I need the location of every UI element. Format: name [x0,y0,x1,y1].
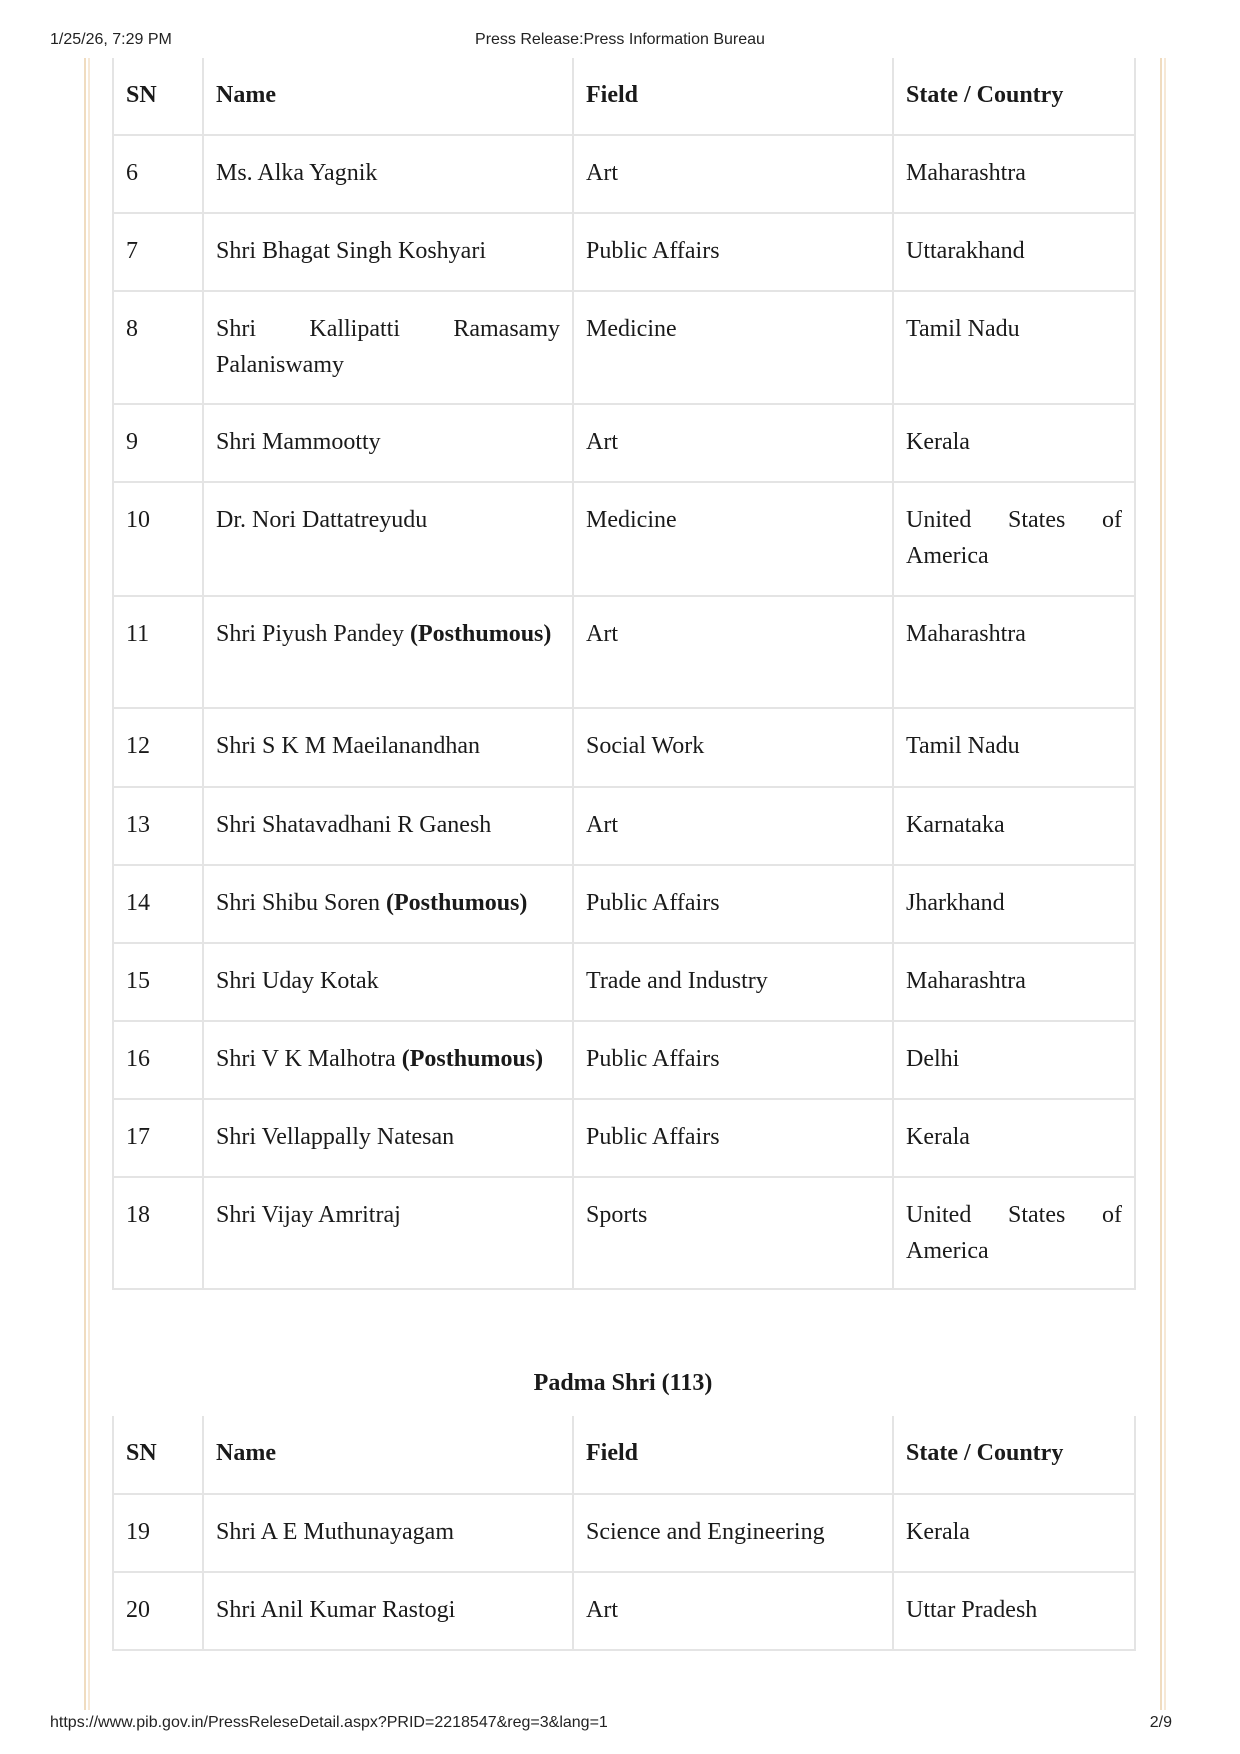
cell-name: Shri Bhagat Singh Koshyari [203,213,573,291]
cell-state: Delhi [893,1021,1135,1099]
cell-field: Art [573,135,893,213]
cell-sn: 7 [113,213,203,291]
column-header-field: Field [573,1416,893,1494]
cell-field: Public Affairs [573,1021,893,1099]
cell-state: Karnataka [893,787,1135,865]
name-text: Shri Piyush Pandey [216,621,405,647]
cell-sn: 12 [113,708,203,787]
print-footer [0,1714,1240,1736]
cell-field: Public Affairs [573,865,893,943]
cell-state: Maharashtra [893,943,1135,1021]
cell-field: Medicine [573,291,893,404]
cell-state: Kerala [893,1494,1135,1572]
cell-field: Medicine [573,482,893,596]
left-border-line [84,58,86,1710]
cell-field: Public Affairs [573,1099,893,1177]
cell-name: Shri Kallipatti Ramasamy Palaniswamy [203,291,573,404]
column-header-state: State / Country [893,58,1135,135]
cell-field: Sports [573,1177,893,1289]
right-border-line [1160,58,1162,1710]
print-datetime: 1/25/26, 7:29 PM [50,31,172,48]
table-row [113,787,1135,865]
cell-field: Art [573,596,893,708]
print-url: https://www.pib.gov.in/PressReleseDetail.aspx?PRID=2218547&reg=3&lang=1 [50,1714,608,1731]
cell-state: Uttarakhand [893,213,1135,291]
table-row [113,482,1135,596]
cell-sn: 17 [113,1099,203,1177]
table-row [113,1572,1135,1650]
awards-table-padma-bhushan [112,58,1136,1290]
table-row [113,1021,1135,1099]
cell-sn: 20 [113,1572,203,1650]
cell-sn: 8 [113,291,203,404]
cell-name: Shri Mammootty [203,404,573,482]
cell-state: Tamil Nadu [893,708,1135,787]
print-page-title: Press Release:Press Information Bureau [475,31,765,48]
awards-table-padma-shri [112,1416,1136,1651]
table-row [113,291,1135,404]
column-header-sn: SN [113,1416,203,1494]
cell-field: Social Work [573,708,893,787]
table-header-row [113,58,1135,135]
print-header [0,31,1240,53]
cell-sn: 13 [113,787,203,865]
cell-name: Shri Shatavadhani R Ganesh [203,787,573,865]
cell-name: Shri A E Muthunayagam [203,1494,573,1572]
cell-field: Public Affairs [573,213,893,291]
section-heading-padma-shri: Padma Shri (113) [533,1370,713,1396]
posthumous-label: (Posthumous) [410,621,552,647]
left-border-line-inner [88,58,90,1710]
right-border-line-inner [1164,58,1166,1710]
table-row [113,943,1135,1021]
cell-name: Shri Vijay Amritraj [203,1177,573,1289]
name-text: Shri Shibu Soren [216,890,381,916]
posthumous-label: (Posthumous) [386,890,528,916]
cell-sn: 10 [113,482,203,596]
cell-field: Art [573,1572,893,1650]
table-row [113,865,1135,943]
cell-field: Art [573,404,893,482]
cell-name [203,596,573,708]
cell-field: Science and Engineering [573,1494,893,1572]
cell-sn: 11 [113,596,203,708]
table-row [113,708,1135,787]
cell-sn: 15 [113,943,203,1021]
table-row [113,1099,1135,1177]
table-row [113,404,1135,482]
cell-state: Maharashtra [893,135,1135,213]
cell-sn: 16 [113,1021,203,1099]
table-row [113,135,1135,213]
cell-sn: 9 [113,404,203,482]
cell-name: Shri Anil Kumar Rastogi [203,1572,573,1650]
cell-state: Kerala [893,404,1135,482]
cell-sn: 6 [113,135,203,213]
cell-sn: 14 [113,865,203,943]
cell-name: Shri Uday Kotak [203,943,573,1021]
column-header-sn: SN [113,58,203,135]
cell-state: United States of America [893,482,1135,596]
table-row [113,1494,1135,1572]
cell-state: Kerala [893,1099,1135,1177]
cell-state: Uttar Pradesh [893,1572,1135,1650]
cell-name: Shri Vellappally Natesan [203,1099,573,1177]
table-row [113,1177,1135,1289]
column-header-field: Field [573,58,893,135]
cell-name: Dr. Nori Dattatreyudu [203,482,573,596]
cell-name [203,1021,573,1099]
cell-name [203,865,573,943]
cell-state: Maharashtra [893,596,1135,708]
table-header-row [113,1416,1135,1494]
cell-field: Trade and Industry [573,943,893,1021]
print-page-number: 2/9 [1149,1714,1172,1731]
table-row [113,596,1135,708]
cell-state: Jharkhand [893,865,1135,943]
cell-state: United States of America [893,1177,1135,1289]
cell-name: Shri S K M Maeilanandhan [203,708,573,787]
column-header-state: State / Country [893,1416,1135,1494]
name-text: Shri V K Malhotra [216,1046,396,1072]
column-header-name: Name [203,58,573,135]
cell-sn: 18 [113,1177,203,1289]
column-header-name: Name [203,1416,573,1494]
cell-sn: 19 [113,1494,203,1572]
cell-name: Ms. Alka Yagnik [203,135,573,213]
table-row [113,213,1135,291]
cell-field: Art [573,787,893,865]
cell-state: Tamil Nadu [893,291,1135,404]
posthumous-label: (Posthumous) [401,1046,544,1072]
